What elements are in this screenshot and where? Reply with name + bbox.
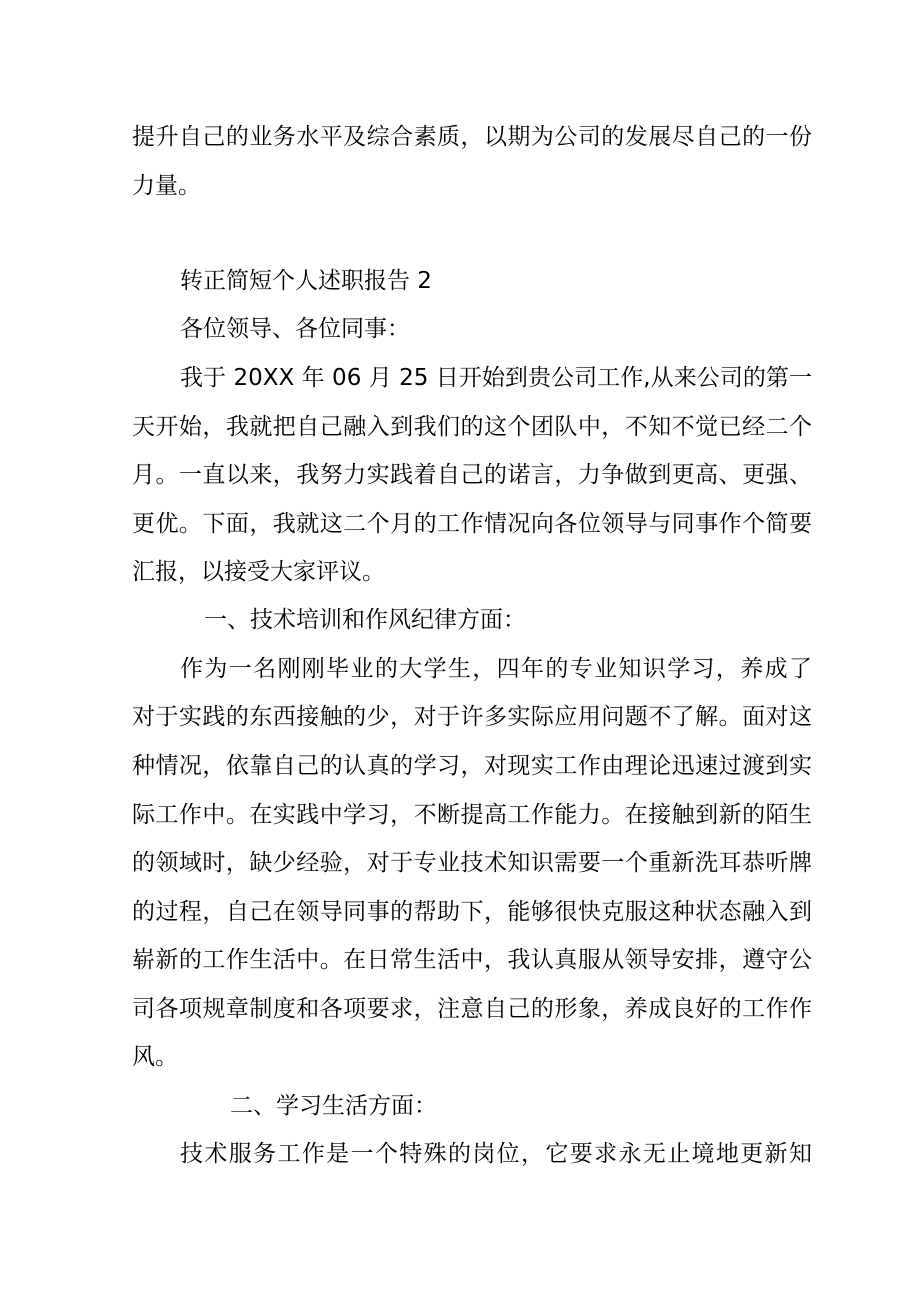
paragraph-line: 力量。	[132, 173, 201, 199]
paragraph-line: 的过程，自己在领导同事的帮助下，能够很快克服这种状态融入到	[132, 899, 812, 925]
paragraph-line: 汇报，以接受大家评议。	[132, 559, 385, 585]
paragraph-line: 际工作中。在实践中学习，不断提高工作能力。在接触到新的陌生	[132, 802, 812, 828]
paragraph-line: 月。一直以来，我努力实践着自己的诺言，力争做到更高、更强、	[132, 462, 812, 488]
paragraph-line: 崭新的工作生活中。在日常生活中，我认真服从领导安排，遵守公	[132, 947, 812, 973]
paragraph-line: 种情况，依靠自己的认真的学习，对现实工作由理论迅速过渡到实	[132, 753, 812, 779]
paragraph-line: 提升自己的业务水平及综合素质，以期为公司的发展尽自己的一份	[132, 124, 812, 150]
paragraph-line: 对于实践的东西接触的少，对于许多实际应用问题不了解。面对这	[132, 704, 812, 730]
paragraph-line: 作为一名刚刚毕业的大学生，四年的专业知识学习，养成了	[180, 656, 812, 682]
paragraph-line: 的领域时，缺少经验，对于专业技术知识需要一个重新洗耳恭听牌	[132, 850, 812, 876]
section-heading: 二、学习生活方面：	[230, 1093, 437, 1119]
paragraph-line: 我于 20XX 年 06 月 25 日开始到贵公司工作,从来公司的第一	[180, 365, 812, 391]
section-heading: 一、技术培训和作风纪律方面：	[204, 607, 526, 633]
paragraph-line: 更优。下面，我就这二个月的工作情况向各位领导与同事作个简要	[132, 511, 812, 537]
section-title: 转正简短个人述职报告 2	[180, 268, 432, 294]
paragraph-line: 技术服务工作是一个特殊的岗位，它要求永无止境地更新知	[180, 1141, 812, 1167]
paragraph-line: 司各项规章制度和各项要求，注意自己的形象，养成良好的工作作	[132, 996, 812, 1022]
paragraph-line: 天开始，我就把自己融入到我们的这个团队中，不知不觉已经二个	[132, 414, 812, 440]
salutation: 各位领导、各位同事：	[180, 316, 410, 342]
paragraph-line: 风。	[132, 1044, 178, 1070]
